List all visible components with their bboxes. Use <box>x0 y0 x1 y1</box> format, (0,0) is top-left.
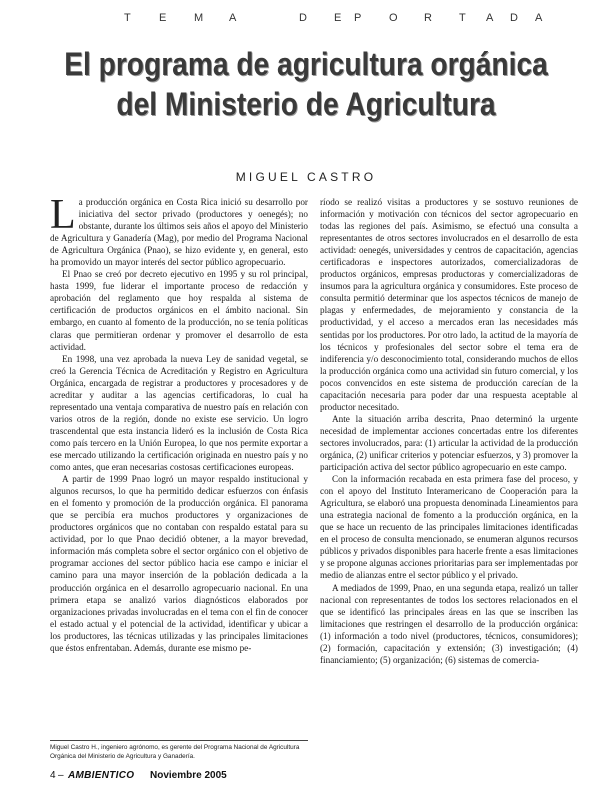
paragraph: A mediados de 1999, Pnao, en una segunda etapa, realizó un taller nacional con representantes de todos los sectores relacionados en el que se identificó las principales áreas en las que se inscriben las limitaciones que restringen el desarrollo de la producción orgánica: (1) información a todo nivel (productores, técnicos, consumidores); (2) formación, capacitación y extensión; (3) investigación; (4) financiamiento; (5) organización; (6) sistemas de comercia- <box>320 582 578 665</box>
paragraph: El Pnao se creó por decreto ejecutivo en 1995 y su rol principal, hasta 1999, fue liderar el importante proceso de redacción y aprobación del reglamento que hoy respalda al sistema de certificación de productos orgánicos en el ámbito nacional. Sin embargo, en cuanto al fomento de la producción, no se tenía políticas claras que permitieran ordenar y promover el desarrollo de esta actividad. <box>50 269 308 352</box>
author-byline: MIGUEL CASTRO <box>235 170 377 184</box>
section-letter: R <box>424 12 432 24</box>
article-title <box>63 44 549 124</box>
section-letter: T <box>124 12 131 24</box>
paragraph: Con la información recabada en esta primera fase del proceso, y con el apoyo del Instituto Interamericano de Cooperación para la Agricultura, se elaboró una propuesta denominada Lineamientos para una estrategia nacional de fomento a la producción orgánica, en la que se hace un recuento de las principales limitaciones identificadas en el proceso de consulta mencionado, se enumeran algunos recursos públicos y privados disponibles para hacerle frente a esas limitaciones y se propone algunas acciones prioritarias para ser implementadas por medio de alianzas entre el sector público y el privado. <box>320 474 578 581</box>
section-letter: D <box>510 12 518 24</box>
section-letter: A <box>486 12 494 24</box>
publication-name: AMBIENTICO <box>68 770 135 781</box>
page-number: 4 <box>50 770 56 781</box>
footnote-divider <box>50 740 308 741</box>
right-column <box>320 196 578 756</box>
section-letter: E <box>159 12 167 24</box>
footer-dash: – <box>58 770 64 781</box>
drop-cap: L <box>50 196 76 238</box>
paragraph: En 1998, una vez aprobada la nueva Ley de sanidad vegetal, se creó la Gerencia Técnica de Acreditación y Registro en Agricultura Orgánica, encargada de registrar a productores y procesadores y de acreditar y auditar a las agencias certificadoras, lo cual ha representado una ventaja comparativa de nuestro país en relación con varios otros de la región, donde no existe ese servicio. Un logro trascendental que esta instancia lideró es la inclusión de Costa Rica como país tercero en la Unión Europea, lo que nos permite exportar a ese mercado utilizando la certificación originada en nuestro país y no como antes, que eran necesarias costosas certificaciones europeas. <box>50 353 308 473</box>
section-letter: A <box>229 12 237 24</box>
paragraph: A partir de 1999 Pnao logró un mayor respaldo institucional y algunos recursos, lo que ha permitido dedicar esfuerzos con énfasis en el fomento y promoción de la producción orgánica. El panorama que se percibía era muchos productores y organizaciones de productores orgánicos que no contaban con respaldo estatal para su actividad, por lo que Pnao decidió obtener, a la mayor brevedad, información más completa sobre el sector orgánico con el objetivo de programar acciones del sector público hacia ese campo e iniciar el camino para una mayor inserción de la población dedicada a la producción orgánica en el desarrollo agropecuario nacional. En una primera etapa se analizó varios diagnósticos elaborados por organizaciones privadas involucradas en el tema con el fin de conocer el estado actual y el potencial de la actividad, identificar y ubicar a los productores, las técnicas utilizadas y las principales limitaciones que éstos enfrentaban. Además, durante ese mismo pe- <box>50 474 308 653</box>
paragraph-text: a producción orgánica en Costa Rica inició su desarrollo por iniciativa del sector privado (productores y oenegés); no obstante, durante los últimos seis años el apoyo del Ministerio de Agricultura y Ganadería (Mag), por medio del Programa Nacional de Agricultura Orgánica (Pnao), se hizo evidente y, en general, esto ha promovido un mayor interés del sector público agropecuario. <box>50 197 308 268</box>
paragraph: Ante la situación arriba descrita, Pnao determinó la urgente necesidad de implementar acciones concertadas entre los diferentes sectores involucrados, para: (1) articular la actividad de la producción orgánica, (2) unificar criterios y potenciar esfuerzos, y 3) promover la participación activa del sector público agropecuario en este campo. <box>320 413 578 473</box>
footnote: Miguel Castro H., ingeniero agrónomo, es gerente del Programa Nacional de Agricultura Orgánica del Ministerio de Agricultura y Ganadería. <box>50 744 300 760</box>
section-letter: T <box>459 12 466 24</box>
title-line-2: del Ministerio de Agricultura <box>116 86 496 122</box>
section-letter: O <box>389 12 398 24</box>
publication-date: Noviembre 2005 <box>150 770 227 781</box>
left-column <box>50 196 308 728</box>
paragraph: ríodo se realizó visitas a productores y se sostuvo reuniones de información y motivación con técnicos del sector agropecuario en todas las regiones del país. Asimismo, se efectuó una consulta a representantes de otros sectores involucrados en el desarrollo de esta actividad: oenegés, universidades y centros de capacitación, agencias certificadoras e inspectores autorizados, comercializadoras de productos orgánicos, empresas productoras y comercializadoras de insumos para la agricultura orgánica y consumidores. Este proceso de consulta permitió determinar que los aspectos técnicos de manejo de plagas y enfermedades, de mejoramiento y constancia de la productividad, y el acceso a mercados eran las necesidades más sentidas por los productores. Por otro lado, la actitud de la mayoría de los técnicos y profesionales del sector sobre el tema era de indiferencia y/o desconocimiento total, considerando muchos de ellos la producción orgánica como una actividad sin futuro comercial, y los pocos convencidos en este sistema de producción carecían de la capacitación necesaria para poder dar una respuesta aceptable al productor necesitado. <box>320 197 578 412</box>
section-letter: A <box>535 12 543 24</box>
section-label <box>0 12 612 28</box>
section-letter: M <box>194 12 204 24</box>
title-line-1: El programa de agricultura orgánica <box>64 46 548 82</box>
section-letter: P <box>354 12 362 24</box>
paragraph <box>50 196 308 268</box>
section-letter: E <box>334 12 342 24</box>
section-letter: D <box>299 12 307 24</box>
